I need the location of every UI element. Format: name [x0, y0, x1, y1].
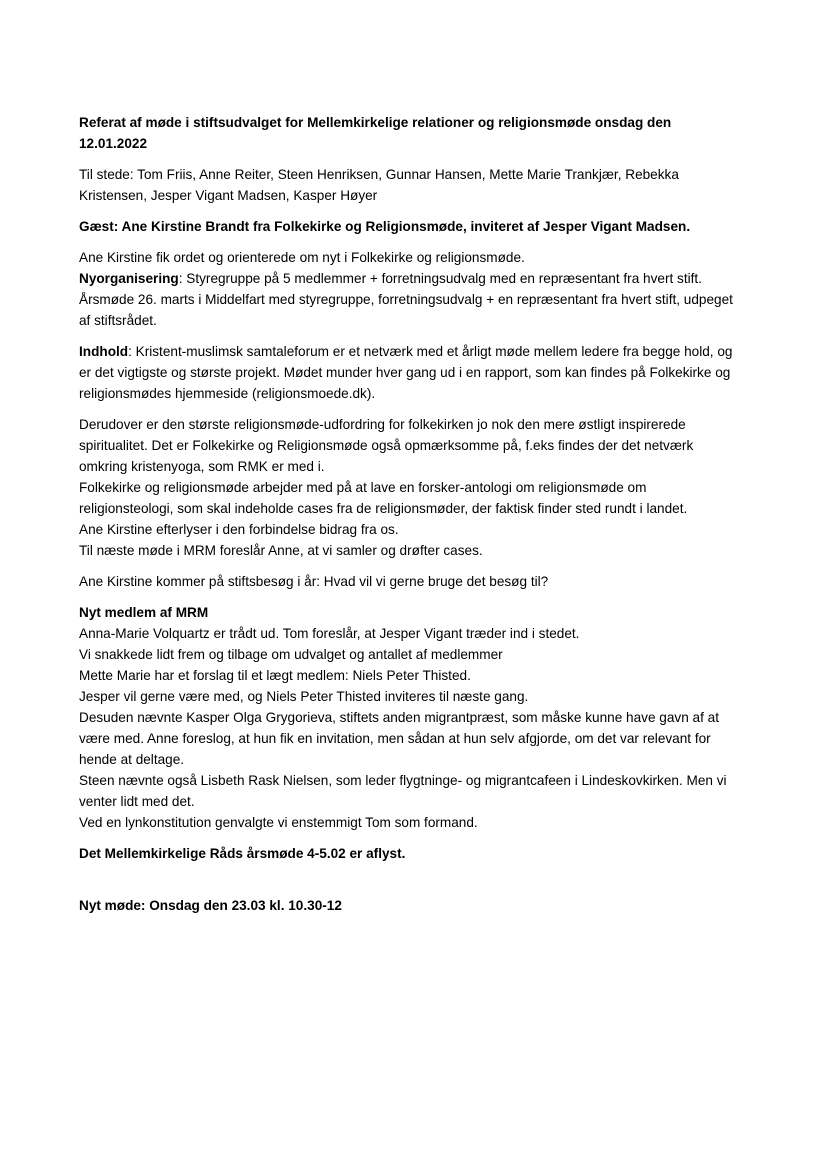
new-member-line: Jesper vil gerne være med, og Niels Peter Thisted inviteres til næste gang. [79, 689, 529, 704]
new-member-line: Ved en lynkonstitution genvalgte vi enstemmigt Tom som formand. [79, 815, 478, 830]
document-title: Referat af møde i stiftsudvalget for Mellemkirkelige relationer og religionsmøde onsdag den 12.01.2022 [79, 115, 672, 151]
new-member-line: Anna-Marie Volquartz er trådt ud. Tom foreslår, at Jesper Vigant træder ind i stedet. [79, 626, 580, 641]
attendees-paragraph: Til stede: Tom Friis, Anne Reiter, Steen Henriksen, Gunnar Hansen, Mette Marie Trankjær, Rebekka Kristensen, Jesper Vigant Madsen, Kasper Høyer [79, 167, 679, 203]
new-member-line: Vi snakkede lidt frem og tilbage om udvalget og antallet af medlemmer [79, 647, 503, 662]
anthology-line-1: Folkekirke og religionsmøde arbejder med på at lave en forsker-antologi om religionsmøde om religionsteologi, som skal indeholde cases fra de religionsmøder, der faktisk finder sted rundt i landet. [79, 480, 688, 516]
challenge-paragraph: Derudover er den største religionsmøde-udfordring for folkekirken jo nok den mere østligt inspirerede spiritualitet. Det er Folkekirke og Religionsmøde også opmærksomme på, f.eks findes der det netværk omkring kristenyoga, som RMK er med i. [79, 417, 694, 474]
visit-line: Ane Kirstine kommer på stiftsbesøg i år: Hvad vil vi gerne bruge det besøg til? [79, 574, 549, 589]
content-text: : Kristent-muslimsk samtaleforum er et netværk med et årligt møde mellem ledere fra begge hold, og er det vigtigste og største projekt. Mødet munder hver gang ud i en rapport, som kan findes på Folkekirke og religionsmødes hjemmeside (religionsmoede.dk). [79, 344, 733, 401]
cancelled-annual-meeting-line: Det Mellemkirkelige Råds årsmøde 4-5.02 er aflyst. [79, 846, 406, 861]
new-member-line: Desuden nævnte Kasper Olga Grygorieva, stiftets anden migrantpræst, som måske kunne have gavn af at være med. Anne foreslog, at hun fik en invitation, men sådan at hun selv afgjorde, om det var relevant for hende at deltage. [79, 710, 719, 767]
guest-line: Gæst: Ane Kirstine Brandt fra Folkekirke og Religionsmøde, inviteret af Jesper Vigant Madsen. [79, 219, 691, 234]
anthology-line-2: Ane Kirstine efterlyser i den forbindelse bidrag fra os. [79, 522, 399, 537]
reorganisation-label: Nyorganisering [79, 271, 179, 286]
next-meeting-line: Nyt møde: Onsdag den 23.03 kl. 10.30-12 [79, 898, 342, 913]
new-member-line: Mette Marie har et forslag til et lægt medlem: Niels Peter Thisted. [79, 668, 471, 683]
blank-line [79, 864, 743, 885]
intro-line: Ane Kirstine fik ordet og orienterede om nyt i Folkekirke og religionsmøde. [79, 250, 525, 265]
content-paragraph [79, 341, 743, 404]
new-member-heading: Nyt medlem af MRM [79, 605, 209, 620]
reorganisation-paragraph [79, 268, 743, 331]
reorganisation-text: : Styregruppe på 5 medlemmer + forretningsudvalg med en repræsentant fra hvert stift. Årsmøde 26. marts i Middelfart med styregruppe, forretningsudvalg + en repræsentant fra hvert stift, udpeget af stiftsrådet. [79, 271, 733, 328]
anthology-line-3: Til næste møde i MRM foreslår Anne, at vi samler og drøfter cases. [79, 543, 483, 558]
blank-gap [79, 885, 743, 895]
document-body [79, 112, 743, 916]
content-label: Indhold [79, 344, 129, 359]
new-member-line: Steen nævnte også Lisbeth Rask Nielsen, som leder flygtninge- og migrantcafeen i Lindeskovkirken. Men vi venter lidt med det. [79, 773, 727, 809]
